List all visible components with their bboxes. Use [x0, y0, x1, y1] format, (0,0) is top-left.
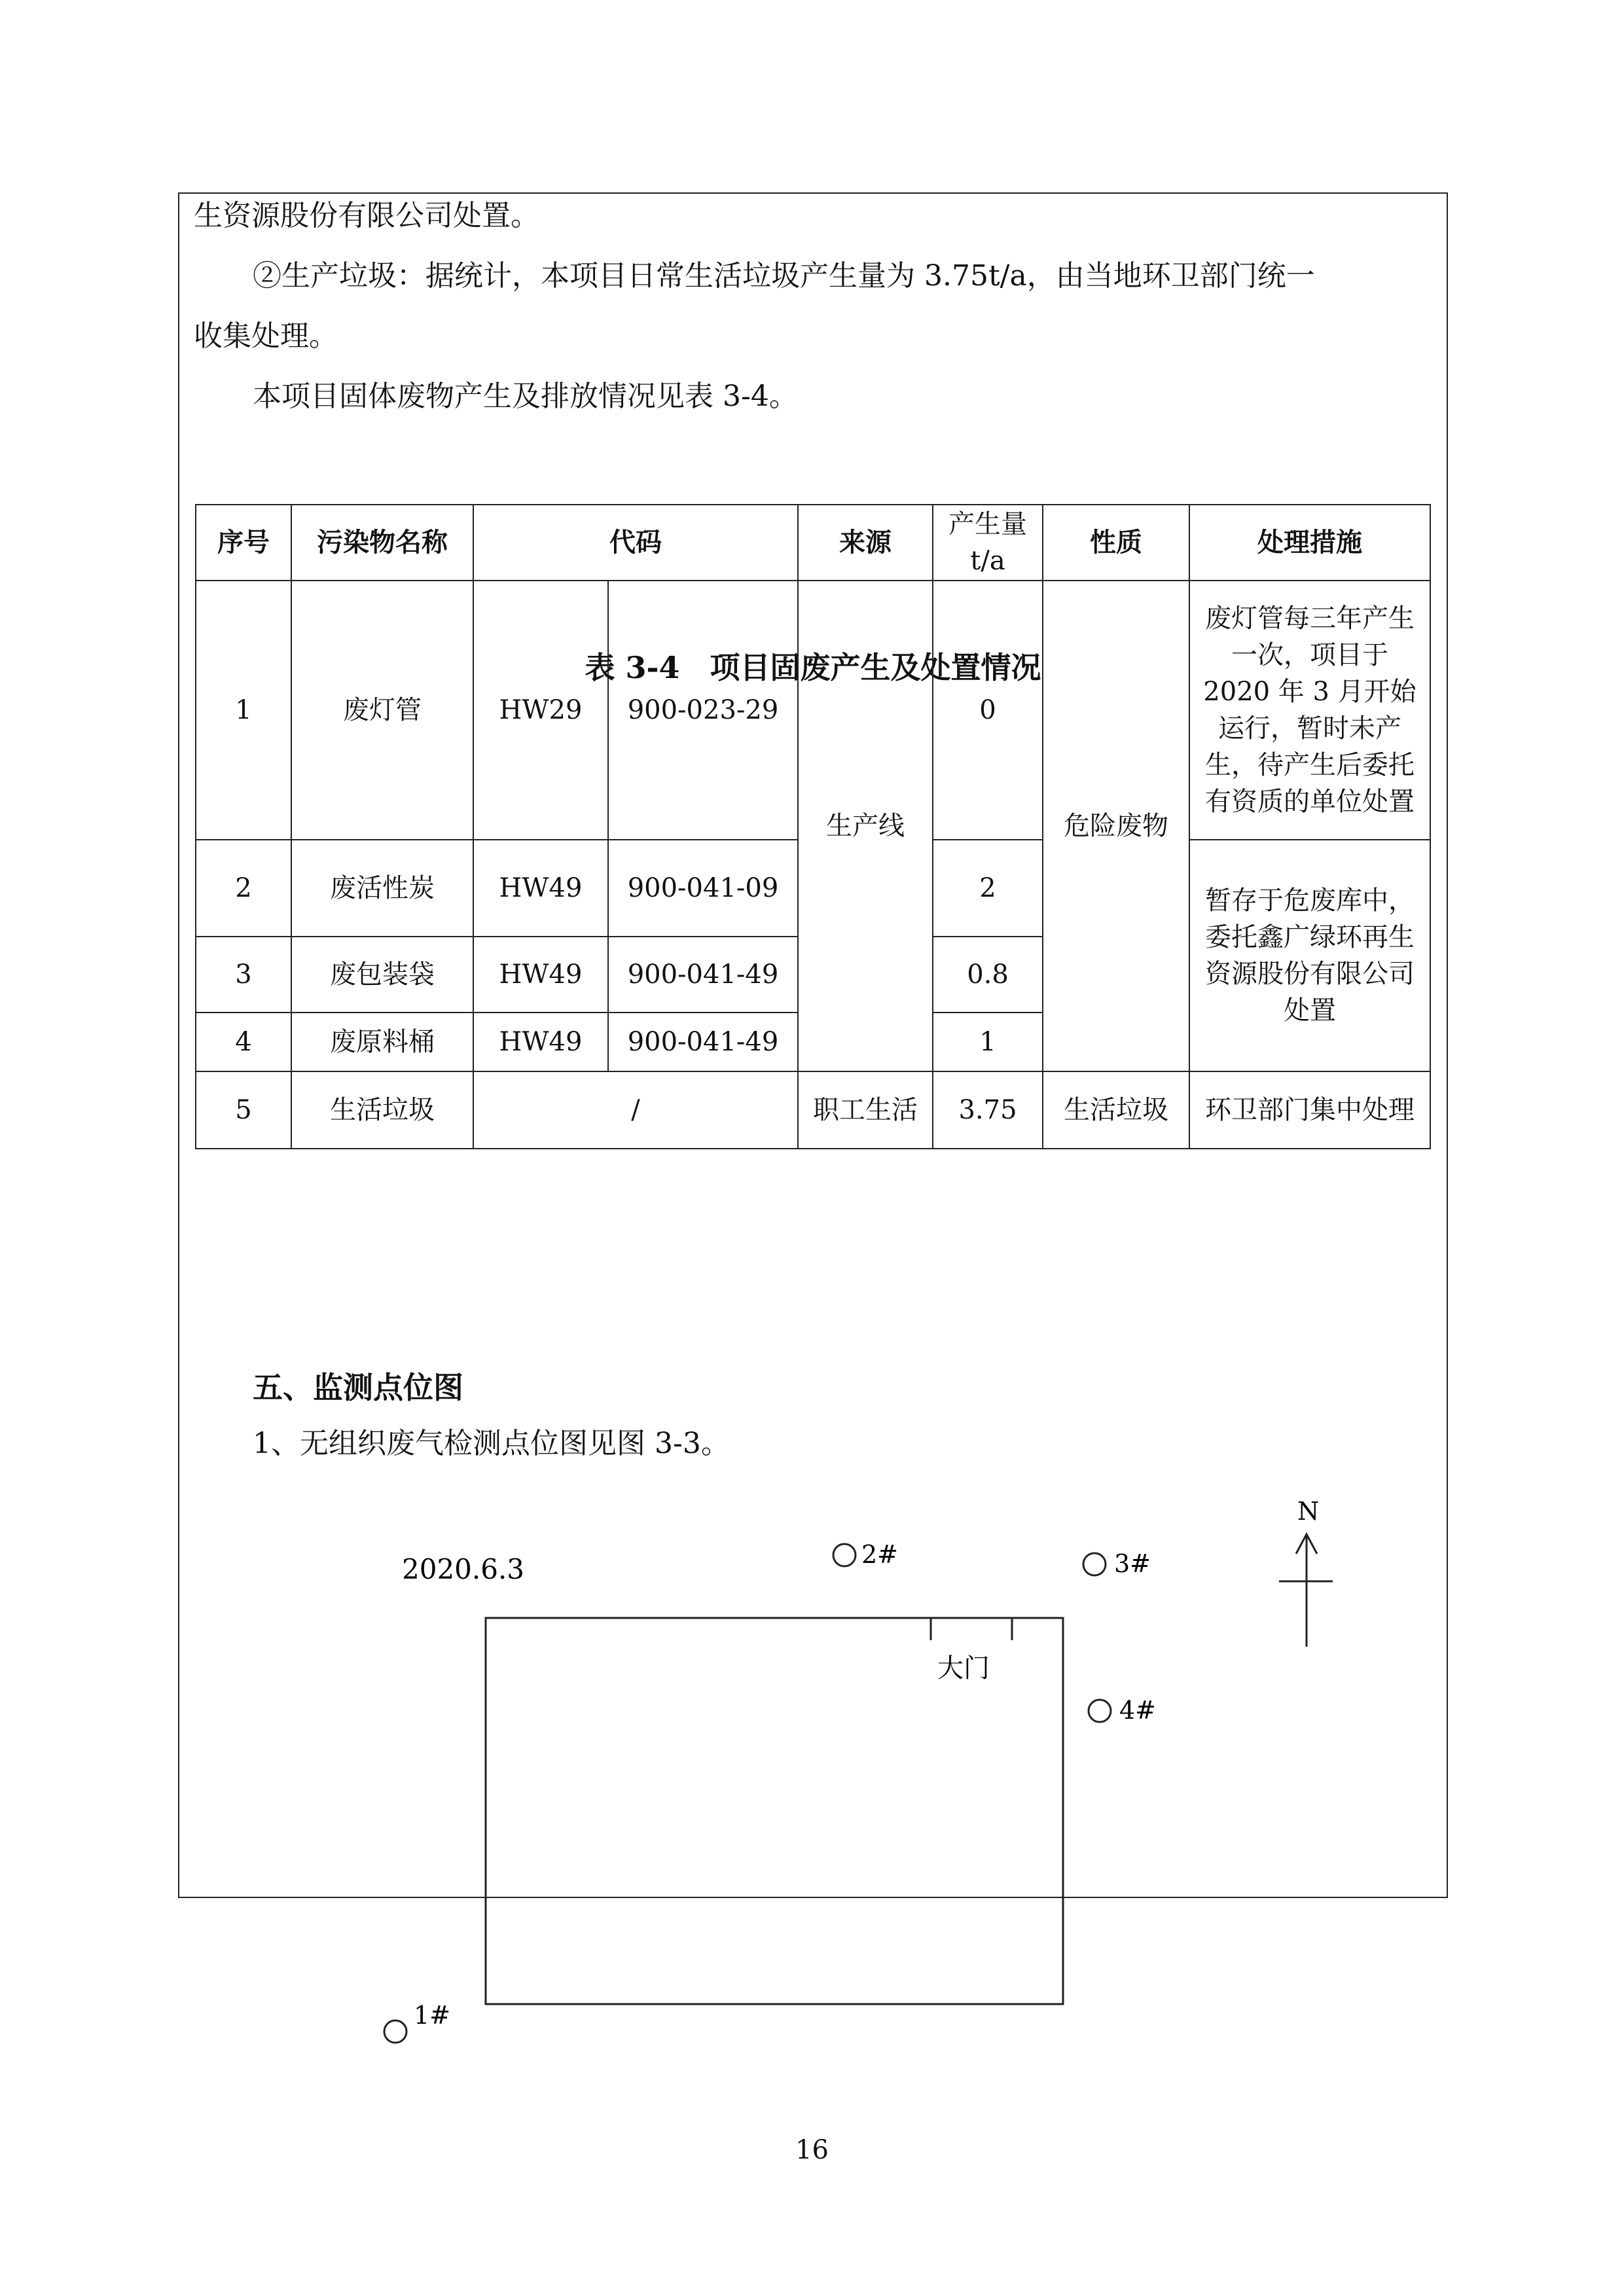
cell-code: / — [473, 1071, 798, 1149]
point-label: 4# — [1119, 1696, 1157, 1725]
cell-name: 废包装袋 — [291, 937, 473, 1013]
content-frame — [178, 192, 1448, 2030]
cell-no: 2 — [196, 840, 291, 937]
cell-name: 废原料桶 — [291, 1013, 473, 1071]
cell-source: 职工生活 — [798, 1071, 933, 1149]
cell-nature: 危险废物 — [1043, 581, 1189, 1071]
cell-code: 900-041-49 — [608, 937, 798, 1013]
cell-name: 废灯管 — [291, 581, 473, 840]
cell-amount: 0 — [933, 581, 1043, 840]
monitoring-point-icon — [833, 1544, 856, 1566]
table-row — [196, 581, 1430, 840]
point-label: 2# — [861, 1540, 899, 1569]
point-label: 3# — [1114, 1549, 1151, 1578]
section-heading: 五、监测点位图 — [253, 1370, 463, 1405]
header-no: 序号 — [196, 505, 291, 581]
table-caption: 表 3-4 项目固废产生及处置情况 — [585, 650, 1041, 685]
cell-no: 5 — [196, 1071, 291, 1149]
page-number: 16 — [795, 2135, 829, 2165]
cell-amount: 2 — [933, 840, 1043, 937]
paragraph-1: 生资源股份有限公司处置。 — [194, 199, 539, 232]
north-arrow-icon — [1279, 1534, 1333, 1647]
cell-amount: 1 — [933, 1013, 1043, 1071]
cell-no: 3 — [196, 937, 291, 1013]
header-amount: 产生量 t/a — [933, 505, 1043, 581]
section-item-1: 1、无组织废气检测点位图见图 3-3。 — [253, 1427, 730, 1460]
cell-no: 4 — [196, 1013, 291, 1071]
north-label: N — [1297, 1497, 1320, 1526]
header-nature: 性质 — [1043, 505, 1189, 581]
header-measure: 处理措施 — [1189, 505, 1430, 581]
header-name: 污染物名称 — [291, 505, 473, 581]
table-row — [196, 1071, 1430, 1149]
cell-source: 生产线 — [798, 581, 933, 1071]
point-label: 1# — [414, 2001, 451, 2030]
header-code: 代码 — [473, 505, 798, 581]
cell-measure: 废灯管每三年产生一次，项目于 2020 年 3 月开始运行，暂时未产生，待产生后委托有资质的单位处置 — [1189, 581, 1430, 840]
paragraph-2-line-1: ②生产垃圾：据统计，本项目日常生活垃圾产生量为 3.75t/a，由当地环卫部门统一 — [253, 259, 1315, 293]
monitoring-point-diagram — [179, 1477, 1447, 2030]
cell-name: 生活垃圾 — [291, 1071, 473, 1149]
table-header-row — [196, 505, 1430, 581]
cell-nature: 生活垃圾 — [1043, 1071, 1189, 1149]
cell-code: 900-041-49 — [608, 1013, 798, 1071]
cell-code: 900-041-09 — [608, 840, 798, 937]
monitoring-point-icon — [384, 2020, 406, 2043]
cell-amount: 0.8 — [933, 937, 1043, 1013]
monitoring-point-icon — [1089, 1700, 1111, 1722]
cell-category: HW49 — [473, 937, 608, 1013]
cell-name: 废活性炭 — [291, 840, 473, 937]
cell-no: 1 — [196, 581, 291, 840]
solid-waste-table — [195, 504, 1431, 1149]
cell-category: HW49 — [473, 1013, 608, 1071]
cell-category: HW29 — [473, 581, 608, 840]
gate-label: 大门 — [937, 1653, 990, 1683]
cell-measure: 环卫部门集中处理 — [1189, 1071, 1430, 1149]
paragraph-2-line-2: 收集处理。 — [194, 319, 338, 353]
header-source: 来源 — [798, 505, 933, 581]
diagram-date: 2020.6.3 — [402, 1553, 525, 1585]
cell-category: HW49 — [473, 840, 608, 937]
cell-amount: 3.75 — [933, 1071, 1043, 1149]
monitoring-point-icon — [1083, 1553, 1106, 1575]
paragraph-3: 本项目固体废物产生及排放情况见表 3-4。 — [253, 380, 798, 413]
cell-measure: 暂存于危废库中，委托鑫广绿环再生资源股份有限公司处置 — [1189, 840, 1430, 1071]
cell-code: 900-023-29 — [608, 581, 798, 840]
